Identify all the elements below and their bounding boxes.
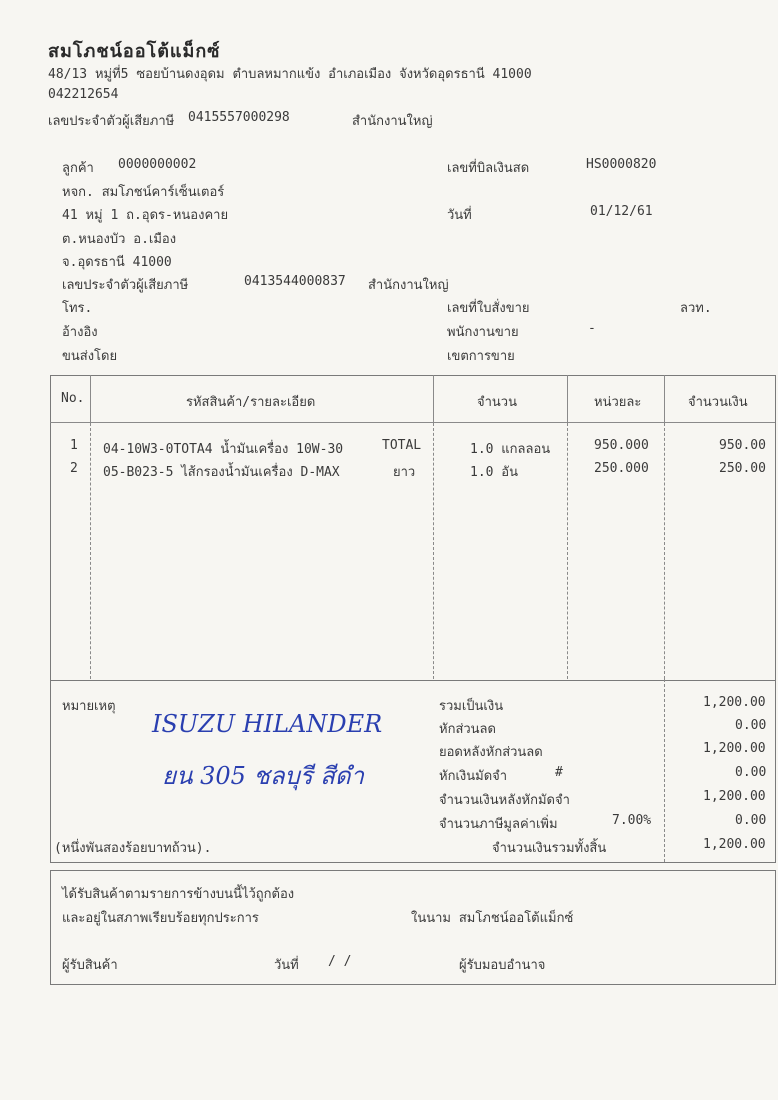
summary-row-grand-total [0,837,778,861]
summary-row-deposit [0,765,778,789]
receive-date-label: วันที่ [274,958,299,973]
po-value: ลวท. [680,301,712,316]
summary-value: 1,200.00 [703,789,766,804]
summary-value: 1,200.00 [703,741,766,756]
summary-label: หักเงินมัดจำ [439,769,508,784]
summary-row-discount [0,718,778,742]
row-unit-price: 250.000 [594,461,649,476]
summary-value: 0.00 [735,718,767,733]
customer-ref-label: อ้างอิง [62,325,98,340]
company-branch: สำนักงานใหญ่ [352,114,433,129]
receive-date-blank: / / [328,954,352,969]
header-qty: จำนวน [477,395,517,410]
customer-tax-label: เลขประจำตัวผู้เสียภาษี [62,278,189,293]
summary-value: 0.00 [735,813,767,828]
table-header-divider [50,422,775,423]
row-desc: 04-10W3-0TOTA4 น้ำมันเครื่อง 10W-30 [103,442,344,457]
row-extra: ยาว [393,465,416,480]
summary-row-after-discount [0,741,778,765]
authorized-signer-label: ผู้รับมอบอำนาจ [459,958,546,973]
summary-rate: 7.00% [612,813,652,828]
summary-label: ยอดหลังหักส่วนลด [439,745,543,760]
summary-label: จำนวนเงินหลังหักมัดจำ [439,793,570,808]
company-name: สมโภชน์ออโต้แม็กซ์ [48,41,221,62]
customer-ship-label: ขนส่งโดย [62,349,118,364]
col-divider-no [90,375,91,422]
row-qty: 1.0 อัน [470,465,519,480]
header-no: No. [61,391,85,406]
customer-code: 0000000002 [118,157,197,172]
customer-phone-label: โทร. [62,301,93,316]
notes-label: หมายเหตุ [62,699,116,714]
summary-row-subtotal [0,695,778,719]
handwritten-vehicle-model: ISUZU HILANDER [152,710,383,738]
received-statement-1: ได้รับสินค้าตามรายการข้างบนนี้ไว้ถูกต้อง [62,887,295,902]
company-tax-label: เลขประจำตัวผู้เสียภาษี [48,114,175,129]
customer-address-1: 41 หมู่ 1 ถ.อุดร-หนองคาย [62,208,229,223]
salesperson-value: - [588,321,596,336]
customer-branch: สำนักงานใหญ่ [368,278,449,293]
company-tax-id: 0415557000298 [188,110,290,125]
salesperson-label: พนักงานขาย [447,325,519,340]
company-address: 48/13 หมู่ที่5 ซอยบ้านดงอุดม ตำบลหมากแข้ง อำเภอเมือง จังหวัดอุดรธานี 41000 [48,67,532,82]
table-row [0,461,778,485]
sales-zone-label: เขตการขาย [447,349,515,364]
header-amount: จำนวนเงิน [688,395,748,410]
summary-value: 0.00 [735,765,767,780]
row-amount: 950.00 [719,438,766,453]
on-behalf-of: ในนาม สมโภชน์ออโต้แม็กซ์ [411,911,574,926]
summary-row-after-deposit [0,789,778,813]
row-desc: 05-B023-5 ไส้กรองน้ำมันเครื่อง D-MAX [103,465,340,480]
row-amount: 250.00 [719,461,766,476]
row-no: 1 [70,438,78,453]
col-divider-desc [433,375,434,422]
col-divider-price [664,375,665,422]
table-row [0,438,778,462]
row-unit-price: 950.000 [594,438,649,453]
row-no: 2 [70,461,78,476]
customer-label: ลูกค้า [62,161,94,176]
summary-row-vat [0,813,778,837]
handwritten-vehicle-plate: ยน 305 ชลบุรี สีดำ [162,762,364,790]
date-label: วันที่ [447,208,472,223]
header-desc: รหัสสินค้า/รายละเอียด [186,395,316,410]
summary-value: 1,200.00 [703,837,766,852]
company-phone: 042212654 [48,87,119,102]
bill-number: HS0000820 [586,157,657,172]
col-divider-qty [567,375,568,422]
row-extra: TOTAL [382,438,422,453]
received-statement-2: และอยู่ในสภาพเรียบร้อยทุกประการ [62,911,259,926]
summary-mark: # [555,765,563,780]
summary-label: หักส่วนลด [439,722,496,737]
customer-address-2: ต.หนองบัว อ.เมือง [62,232,177,247]
row-qty: 1.0 แกลลอน [470,442,551,457]
summary-value: 1,200.00 [703,695,766,710]
summary-label: จำนวนเงินรวมทั้งสิ้น [492,841,607,856]
invoice-date: 01/12/61 [590,204,653,219]
header-unit-price: หน่วยละ [594,395,642,410]
summary-label: รวมเป็นเงิน [439,699,504,714]
customer-address-3: จ.อุดรธานี 41000 [62,255,172,270]
summary-label: จำนวนภาษีมูลค่าเพิ่ม [439,817,558,832]
items-table [50,375,776,681]
amount-in-words: (หนึ่งพันสองร้อยบาทถ้วน). [54,841,212,856]
customer-tax-id: 0413544000837 [244,274,346,289]
bill-label: เลขที่บิลเงินสด [447,161,530,176]
customer-name: หจก. สมโภชน์คาร์เซ็นเตอร์ [62,185,225,200]
po-label: เลขที่ใบสั่งขาย [447,301,530,316]
receiver-label: ผู้รับสินค้า [62,958,118,973]
